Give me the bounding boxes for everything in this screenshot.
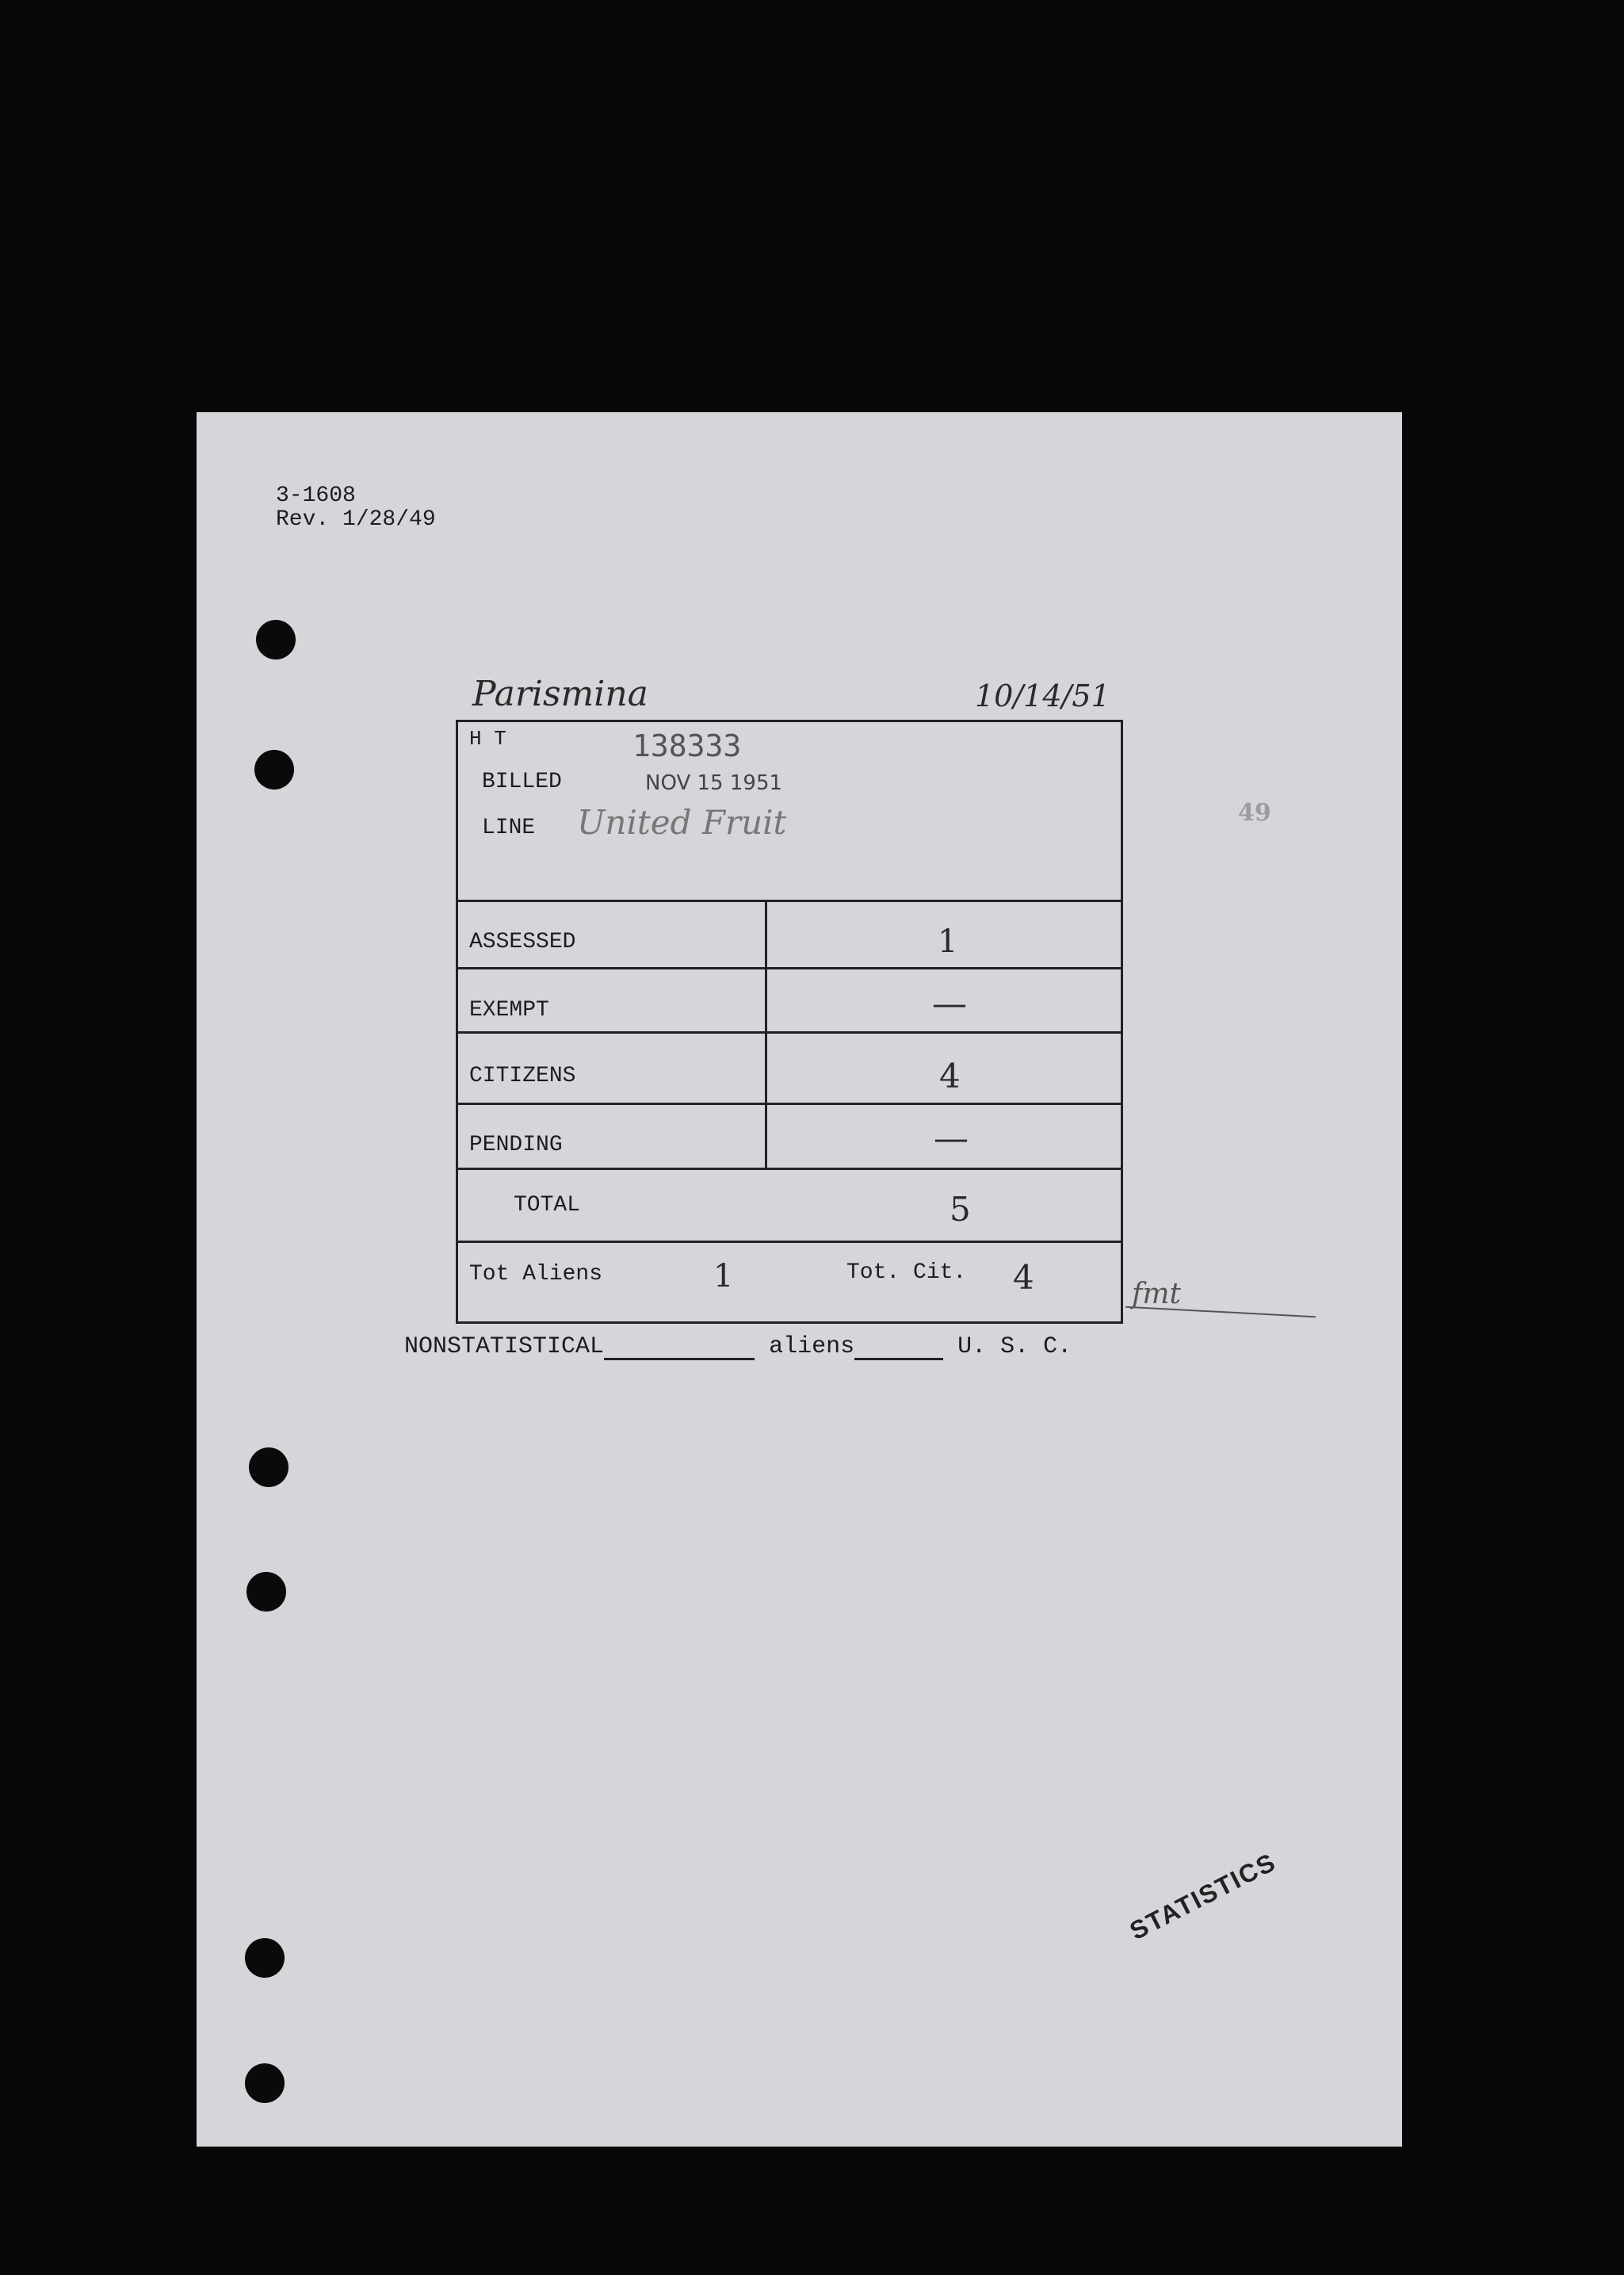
assessed-label: ASSESSED: [469, 930, 576, 954]
punch-hole: [245, 2063, 285, 2103]
page-number: 49: [1238, 799, 1271, 827]
exempt-value: —: [932, 984, 967, 1024]
divider: [458, 1103, 1121, 1105]
tot-aliens-value: 1: [713, 1258, 734, 1294]
line-label: LINE: [482, 816, 536, 840]
ht-label: H T: [469, 727, 506, 751]
billed-date-stamp: NOV 15 1951: [645, 771, 783, 795]
form-number: 3-1608: [276, 484, 356, 508]
divider: [458, 900, 1121, 902]
vessel-name: Parismina: [472, 674, 648, 714]
nonstatistical-blank: [604, 1358, 755, 1360]
usc-label: U. S. C.: [957, 1333, 1072, 1360]
initials-underline: [1125, 1306, 1316, 1318]
punch-hole: [256, 620, 296, 660]
pending-label: PENDING: [469, 1133, 563, 1157]
assessed-value: 1: [938, 923, 958, 960]
citizens-value: 4: [939, 1057, 961, 1095]
footer-line: [404, 1333, 1072, 1360]
statistics-form-box: [456, 720, 1123, 1324]
tot-aliens-label: Tot Aliens: [469, 1262, 603, 1287]
aliens-blank: [854, 1358, 943, 1360]
pending-value: —: [934, 1118, 969, 1159]
punch-hole: [245, 1938, 285, 1978]
punch-hole: [246, 1572, 286, 1612]
form-revision: Rev. 1/28/49: [276, 507, 436, 532]
billed-label: BILLED: [482, 770, 562, 794]
citizens-label: CITIZENS: [469, 1064, 576, 1088]
divider: [765, 900, 767, 1168]
punch-hole: [254, 750, 294, 790]
nonstatistical-label: NONSTATISTICAL: [404, 1333, 605, 1360]
punch-hole: [249, 1447, 288, 1487]
total-label: TOTAL: [514, 1193, 581, 1218]
ht-number: 138333: [632, 728, 742, 763]
voyage-date: 10/14/51: [975, 679, 1110, 713]
exempt-label: EXEMPT: [469, 998, 549, 1023]
initials: fmt: [1132, 1278, 1181, 1310]
divider: [458, 1031, 1121, 1034]
document-sheet: [197, 412, 1402, 2147]
tot-cit-label: Tot. Cit.: [846, 1260, 967, 1285]
line-value: United Fruit: [577, 803, 787, 842]
statistics-stamp: STATISTICS: [1125, 1847, 1281, 1946]
total-value: 5: [950, 1190, 971, 1229]
aliens-label: aliens: [769, 1333, 855, 1360]
tot-cit-value: 4: [1013, 1258, 1034, 1297]
divider: [458, 1241, 1121, 1243]
divider: [458, 967, 1121, 969]
divider: [458, 1168, 1121, 1170]
